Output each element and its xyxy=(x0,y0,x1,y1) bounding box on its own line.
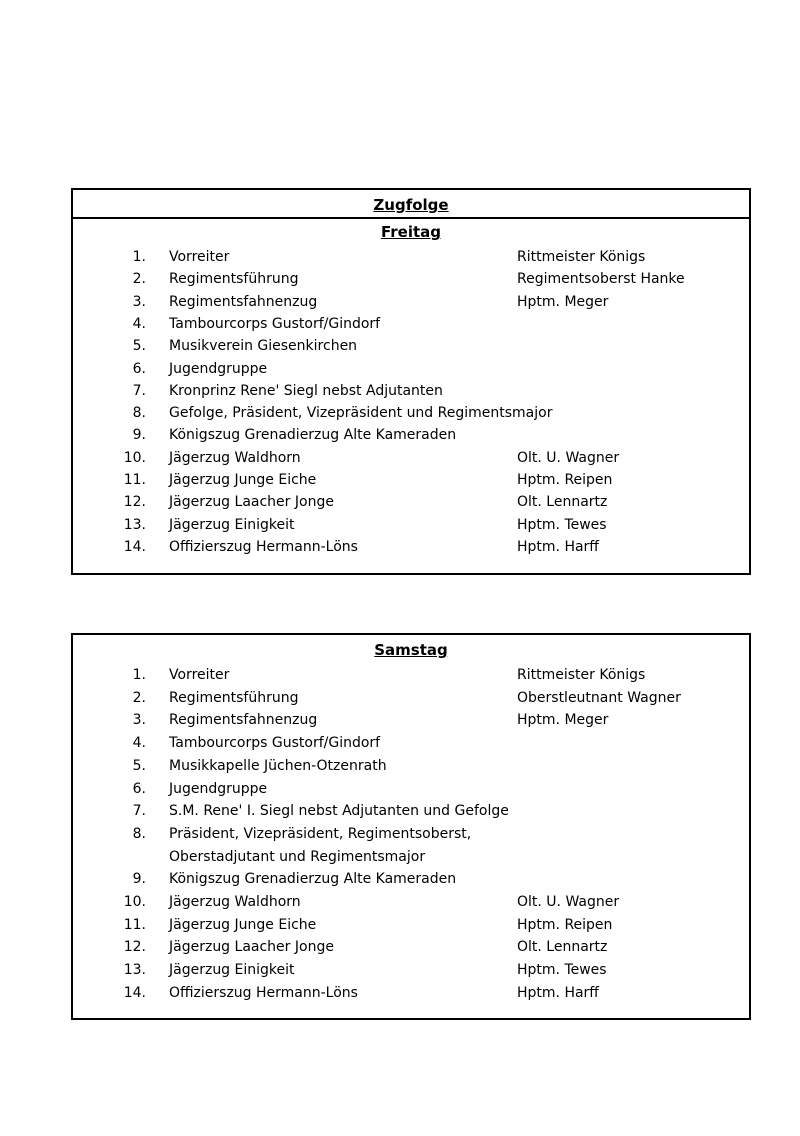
list-item xyxy=(73,292,749,312)
item-number: 14. xyxy=(123,984,146,1001)
item-number: 7. xyxy=(132,803,146,820)
item-label: Jägerzug Waldhorn xyxy=(169,449,301,466)
list-item xyxy=(73,983,749,1003)
list-item xyxy=(73,756,749,776)
list-item xyxy=(73,915,749,935)
list-item xyxy=(73,801,749,821)
item-label: Gefolge, Präsident, Vizepräsident und Regimentsmajor xyxy=(169,405,553,422)
list-item xyxy=(73,847,749,867)
item-number: 7. xyxy=(132,382,146,399)
list-item xyxy=(73,824,749,844)
list-item xyxy=(73,733,749,753)
item-officer: Oberstleutnant Wagner xyxy=(517,689,681,706)
item-number: 1. xyxy=(132,667,146,683)
item-officer: Regimentsoberst Hanke xyxy=(517,271,685,288)
item-officer: Hptm. Meger xyxy=(517,293,609,310)
item-number: 12. xyxy=(123,494,146,511)
list-item xyxy=(73,314,749,334)
item-number: 8. xyxy=(132,825,146,842)
item-number: 14. xyxy=(123,538,146,555)
item-officer: Rittmeister Königs xyxy=(517,667,646,683)
item-officer: Olt. Lennartz xyxy=(517,939,608,956)
item-label: Jugendgruppe xyxy=(169,360,268,377)
item-label: Vorreiter xyxy=(169,249,230,265)
item-number: 2. xyxy=(132,689,146,706)
list-item xyxy=(73,665,749,685)
item-label: Königszug Grenadierzug Alte Kameraden xyxy=(169,871,457,888)
list-item xyxy=(73,403,749,423)
item-number: 5. xyxy=(132,338,146,355)
item-officer: Rittmeister Königs xyxy=(517,249,646,265)
item-officer: Olt. U. Wagner xyxy=(517,894,620,910)
item-number: 6. xyxy=(132,360,146,377)
item-number: 12. xyxy=(123,939,146,956)
item-label: Musikkapelle Jüchen-Otzenrath xyxy=(169,757,387,774)
item-label: Jugendgruppe xyxy=(169,780,268,797)
item-officer: Hptm. Meger xyxy=(517,712,609,729)
list-item xyxy=(73,492,749,512)
item-label: Offizierszug Hermann-Löns xyxy=(169,538,358,555)
title-divider xyxy=(73,217,749,219)
list-item xyxy=(73,688,749,708)
item-label: Musikverein Giesenkirchen xyxy=(169,338,358,355)
item-number: 11. xyxy=(123,472,146,488)
item-label: Jägerzug Junge Eiche xyxy=(169,472,317,488)
list-item xyxy=(73,336,749,356)
list-item xyxy=(73,869,749,889)
list-item xyxy=(73,892,749,912)
list-item xyxy=(73,381,749,401)
title-heading: Zugfolge xyxy=(373,196,449,214)
item-label: Regimentsfahnenzug xyxy=(169,712,318,729)
item-label: Jägerzug Junge Eiche xyxy=(169,916,317,933)
item-officer: Hptm. Tewes xyxy=(517,962,607,979)
item-number: 3. xyxy=(132,712,146,729)
item-number: 2. xyxy=(132,271,146,288)
item-label: Regimentsfahnenzug xyxy=(169,293,318,310)
friday-table xyxy=(71,188,751,575)
item-number: 10. xyxy=(123,894,146,910)
item-number: 5. xyxy=(132,757,146,774)
saturday-table xyxy=(71,633,751,1020)
list-item xyxy=(73,960,749,980)
list-item xyxy=(73,470,749,490)
list-item xyxy=(73,537,749,557)
friday-heading: Freitag xyxy=(380,223,442,241)
item-number: 1. xyxy=(132,249,146,265)
item-number: 9. xyxy=(132,427,146,444)
item-number: 3. xyxy=(132,293,146,310)
item-number: 4. xyxy=(132,315,146,332)
item-number: 9. xyxy=(132,871,146,888)
list-item xyxy=(73,269,749,289)
item-officer: Hptm. Reipen xyxy=(517,472,613,488)
item-label: Jägerzug Einigkeit xyxy=(169,962,295,979)
item-label: Tambourcorps Gustorf/Gindorf xyxy=(169,315,381,332)
list-item xyxy=(73,937,749,957)
item-label: Vorreiter xyxy=(169,667,230,683)
item-number: 10. xyxy=(123,449,146,466)
item-label: S.M. Rene' I. Siegl nebst Adjutanten und Gefolge xyxy=(169,803,509,820)
item-label: Jägerzug Einigkeit xyxy=(169,516,295,533)
item-number: 4. xyxy=(132,735,146,752)
item-label: Offizierszug Hermann-Löns xyxy=(169,984,358,1001)
item-officer: Olt. Lennartz xyxy=(517,494,608,511)
list-item xyxy=(73,710,749,730)
item-number: 13. xyxy=(123,962,146,979)
item-number: 6. xyxy=(132,780,146,797)
item-label: Königszug Grenadierzug Alte Kameraden xyxy=(169,427,457,444)
list-item xyxy=(73,359,749,379)
item-label: Tambourcorps Gustorf/Gindorf xyxy=(169,735,381,752)
list-item xyxy=(73,515,749,535)
item-officer: Hptm. Harff xyxy=(517,538,599,555)
item-label: Jägerzug Laacher Jonge xyxy=(169,494,334,511)
list-item xyxy=(73,247,749,267)
item-label: Oberstadjutant und Regimentsmajor xyxy=(169,848,426,865)
item-label: Regimentsführung xyxy=(169,689,299,706)
item-number: 13. xyxy=(123,516,146,533)
item-label: Präsident, Vizepräsident, Regimentsoberst, xyxy=(169,825,472,842)
item-officer: Olt. U. Wagner xyxy=(517,449,620,466)
item-label: Kronprinz Rene' Siegl nebst Adjutanten xyxy=(169,382,443,399)
item-label: Jägerzug Laacher Jonge xyxy=(169,939,334,956)
list-item xyxy=(73,779,749,799)
saturday-heading: Samstag xyxy=(374,641,448,659)
list-item xyxy=(73,448,749,468)
item-officer: Hptm. Harff xyxy=(517,984,599,1001)
item-label: Jägerzug Waldhorn xyxy=(169,894,301,910)
list-item xyxy=(73,425,749,445)
item-number: 8. xyxy=(132,405,146,422)
item-officer: Hptm. Reipen xyxy=(517,916,613,933)
item-officer: Hptm. Tewes xyxy=(517,516,607,533)
item-label: Regimentsführung xyxy=(169,271,299,288)
item-number: 11. xyxy=(123,916,146,933)
